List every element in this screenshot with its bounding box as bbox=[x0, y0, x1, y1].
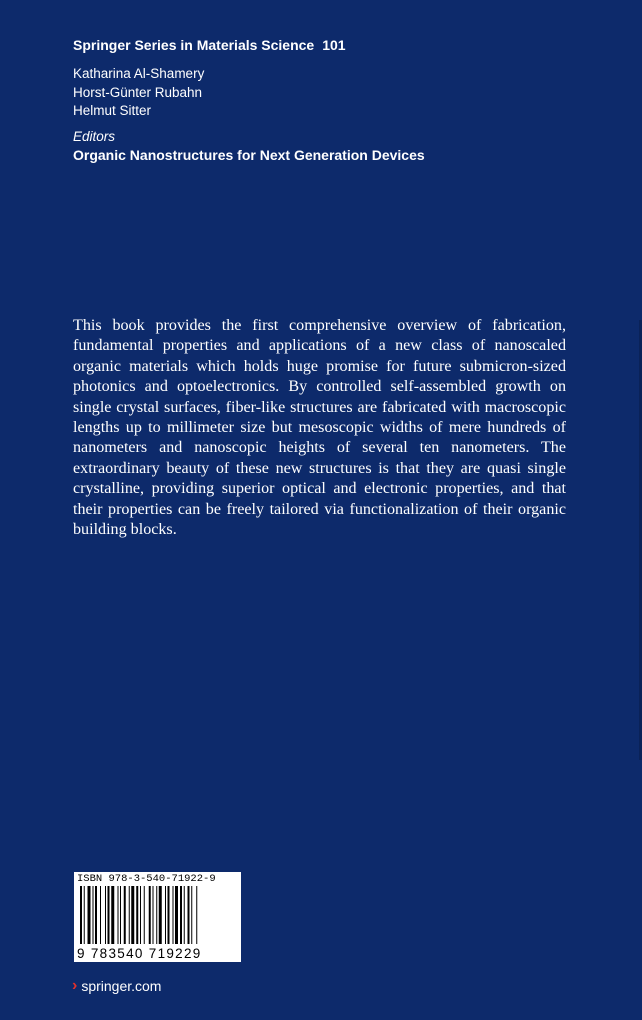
barcode-bar bbox=[100, 886, 101, 944]
author-name: Helmut Sitter bbox=[73, 103, 152, 118]
series-volume: 101 bbox=[322, 37, 346, 53]
barcode-bar bbox=[175, 886, 178, 944]
barcode-bar bbox=[180, 886, 182, 944]
barcode-bar bbox=[95, 886, 97, 944]
barcode-bar bbox=[165, 886, 166, 944]
barcode-bar bbox=[188, 886, 190, 944]
barcode-bar bbox=[88, 886, 91, 944]
barcode-bar bbox=[118, 886, 119, 944]
barcode-bar bbox=[84, 886, 85, 944]
barcode-bar bbox=[120, 886, 121, 944]
barcode-bar bbox=[173, 886, 174, 944]
barcode-bar bbox=[184, 886, 185, 944]
isbn-barcode bbox=[74, 872, 241, 962]
isbn-text: ISBN 978-3-540-71922-9 bbox=[77, 873, 216, 885]
barcode-bar bbox=[191, 886, 192, 944]
barcode-bar bbox=[159, 886, 162, 944]
barcode-bar bbox=[140, 886, 141, 944]
chevron-right-icon: › bbox=[72, 977, 78, 994]
barcode-bar bbox=[111, 886, 114, 944]
book-description: This book provides the first comprehensive overview of fabrication, fundamental properties and applications of a new class of nanoscaled organic materials which holds huge promise for future submicron-sized photonics and optoelectronics. By controlled self-assembled growth on single crystal surfaces, fiber-like structures are fabricated with macroscopic lengths up to millimeter size but mesoscopic widths of mere hundreds of nanometers and nanoscopic heights of several ten nanometers. The extraordinary beauty of these new structures is that they are quasi single crystalline, providing superior optical and electronic properties, and that their properties can be freely tailored via functionalization of their organic building blocks. bbox=[73, 317, 566, 539]
website-text: springer.com bbox=[81, 978, 162, 994]
author-name: Horst-Günter Rubahn bbox=[73, 84, 203, 100]
barcode-bar bbox=[149, 886, 151, 944]
ean-digits: 9 783540 719229 bbox=[77, 946, 202, 961]
barcode-bar bbox=[153, 886, 154, 944]
editors-label: Editors bbox=[73, 129, 116, 144]
book-title: Organic Nanostructures for Next Generation Devices bbox=[73, 147, 425, 163]
barcode-bar bbox=[131, 886, 134, 944]
barcode-bars bbox=[80, 886, 235, 944]
author-name: Katharina Al-Shamery bbox=[73, 66, 205, 81]
barcode-bar bbox=[93, 886, 94, 944]
barcode-bar bbox=[80, 886, 82, 944]
series-name: Springer Series in Materials Science bbox=[73, 37, 315, 53]
website-link[interactable] bbox=[72, 977, 161, 995]
barcode-bar bbox=[168, 886, 170, 944]
barcode-bar bbox=[124, 886, 126, 944]
barcode-bar bbox=[144, 886, 145, 944]
barcode-bar bbox=[129, 886, 130, 944]
barcode-bar bbox=[196, 886, 197, 944]
barcode-bar bbox=[156, 886, 157, 944]
barcode-bar bbox=[108, 886, 110, 944]
series-line bbox=[73, 37, 346, 53]
author-list bbox=[73, 65, 204, 121]
barcode-bar bbox=[105, 886, 106, 944]
barcode-bar bbox=[136, 886, 138, 944]
